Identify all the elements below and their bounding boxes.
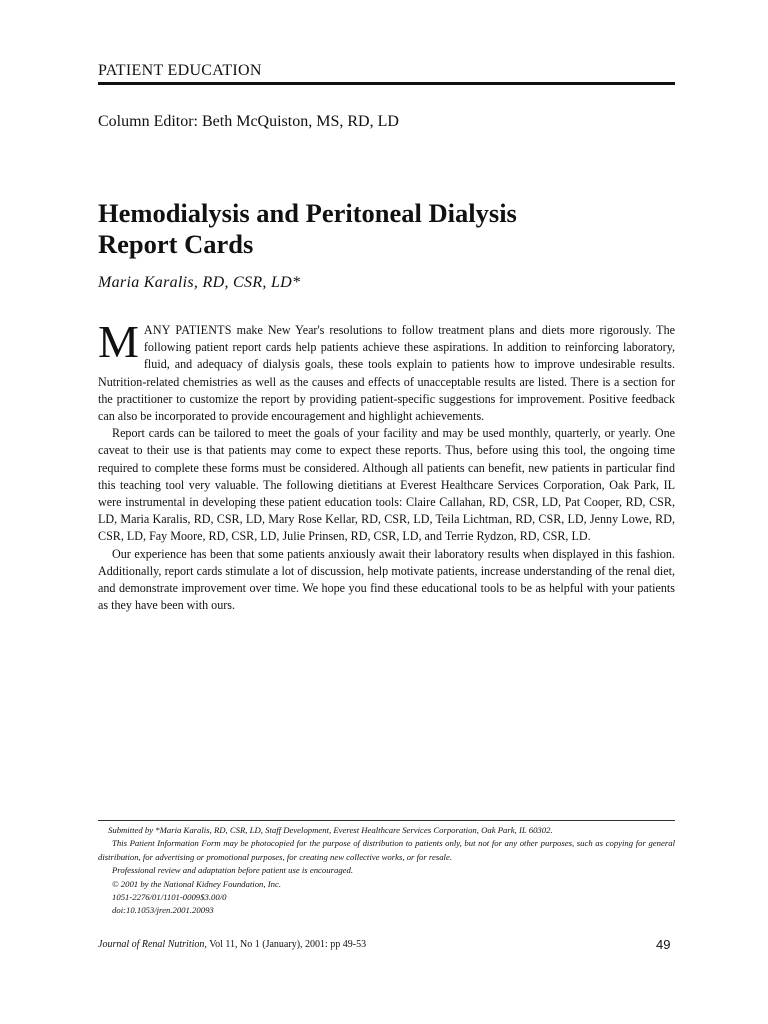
drop-cap: M bbox=[98, 316, 139, 367]
paragraph-1-text: make New Year's resolutions to follow treatment plans and diets more rigorously. The following patient report cards help patients achieve these aspirations. In addition to reinforcing laboratory, fluid, and adequacy of dialysis goals, these tools explain to patients how to improve undesirable results. Nutrition-related chemistries as well as the causes and effects of unacceptable results are listed. There is a section for the practitioner to customize the report by providing patient-specific suggestions for improvement. Positive feedback can also be incorporated to provide encouragement and highlight achievements. bbox=[98, 323, 675, 424]
page-number: 49 bbox=[656, 937, 671, 952]
body-paragraph-1 bbox=[98, 316, 675, 425]
journal-name: Journal of Renal Nutrition, bbox=[98, 939, 207, 950]
body-paragraph-3: Our experience has been that some patients anxiously await their laboratory results when displayed in this fashion. Additionally, report cards stimulate a lot of discussion, help motivate patients, increase understanding of the renal diet, and demonstrate improvement over time. We hope you find these educational tools to be as helpful with your patients as they have been with ours. bbox=[98, 546, 675, 613]
footnote-issn: 1051-2276/01/1101-0009$3.00/0 bbox=[112, 892, 227, 903]
footnote-submitted: Submitted by *Maria Karalis, RD, CSR, LD, Staff Development, Everest Healthcare Services Corporation, Oak Park, IL 60302. bbox=[108, 825, 553, 835]
header-rule bbox=[98, 82, 675, 85]
footnote-review: Professional review and adaptation before patient use is encouraged. bbox=[112, 865, 354, 876]
article-author: Maria Karalis, RD, CSR, LD* bbox=[98, 274, 301, 291]
footnote-doi: doi:10.1053/jren.2001.20093 bbox=[112, 905, 214, 916]
article-title bbox=[98, 198, 658, 260]
article-body bbox=[98, 316, 675, 614]
section-heading: PATIENT EDUCATION bbox=[98, 62, 262, 79]
footnote-rule bbox=[98, 820, 675, 821]
column-editor-line: Column Editor: Beth McQuiston, MS, RD, LD bbox=[98, 113, 399, 130]
footnote-copyright: © 2001 by the National Kidney Foundation, Inc. bbox=[112, 878, 281, 889]
article-title-line-1: Hemodialysis and Peritoneal Dialysis bbox=[98, 198, 517, 228]
body-paragraph-2: Report cards can be tailored to meet the goals of your facility and may be used monthly, quarterly, or yearly. One caveat to their use is that patients may come to expect these reports. Thus, before using this tool, the ongoing time required to complete these forms must be considered. Although all patients can benefit, new patients in particular find this teaching tool very valuable. The following dietitians at Everest Healthcare Services Corporation, Oak Park, IL were instrumental in developing these patient education tools: Claire Callahan, RD, CSR, LD, Pat Cooper, RD, CSR, LD, Maria Karalis, RD, CSR, LD, Mary Rose Kellar, RD, CSR, LD, Teila Lichtman, RD, CSR, LD, Jenny Lowe, RD, CSR, LD, Fay Moore, RD, CSR, LD, Julie Prinsen, RD, CSR, LD, and Terrie Rydzon, RD, CSR, LD. bbox=[98, 426, 675, 544]
lead-in-text: ANY PATIENTS bbox=[143, 323, 232, 337]
article-title-line-2: Report Cards bbox=[98, 229, 254, 259]
journal-citation: Vol 11, No 1 (January), 2001: pp 49-53 bbox=[206, 939, 367, 950]
footnote-permission: This Patient Information Form may be photocopied for the purpose of distribution to patients only, but not for any other purposes, such as copying for general distribution, for advertising or promotional purposes, for creating new collective works, or for resale. bbox=[98, 838, 675, 862]
running-footer bbox=[98, 939, 366, 950]
footnotes-block bbox=[98, 824, 675, 918]
